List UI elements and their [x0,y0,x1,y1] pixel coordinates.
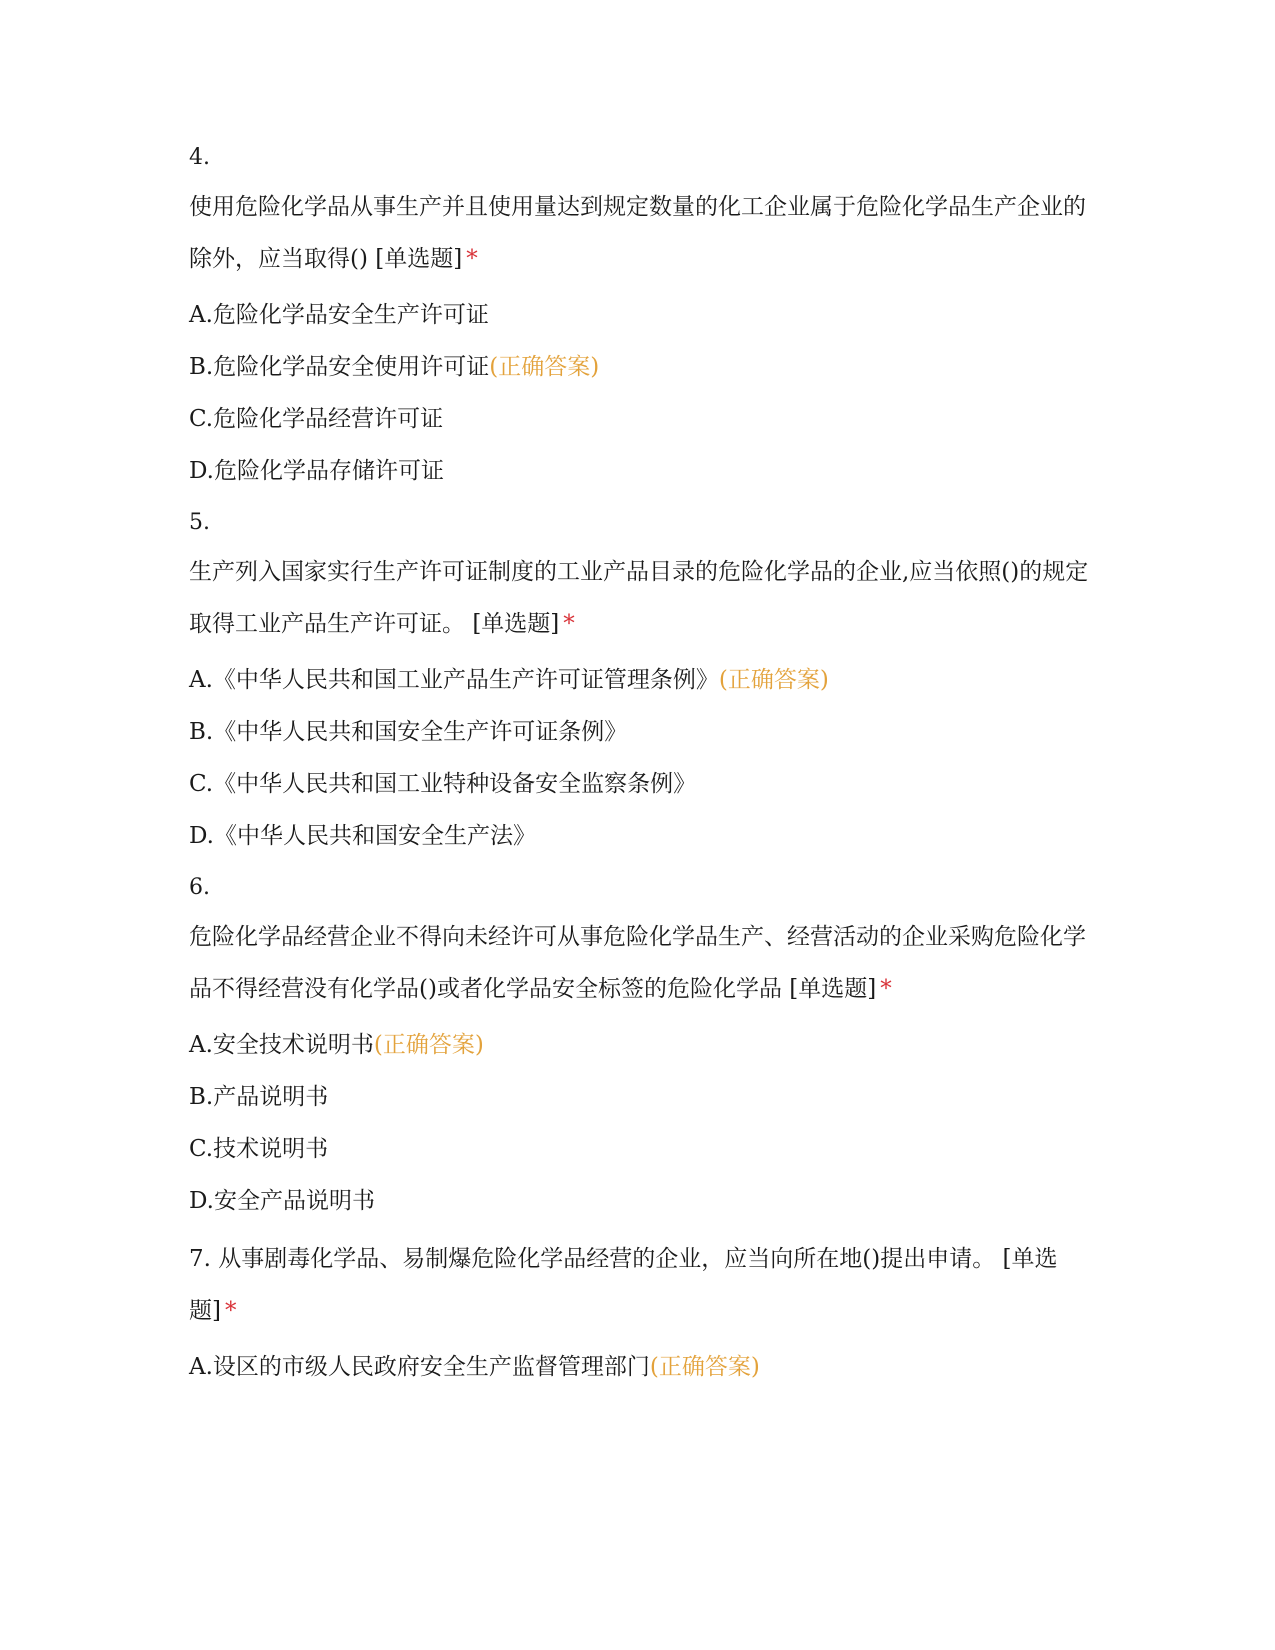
option-list [189,654,1089,862]
question-5 [189,508,1089,862]
correct-answer-tag: (正确答案) [489,354,600,380]
option-d[interactable] [189,445,1089,497]
question-type-label: [单选题] [789,976,877,1002]
question-stem [189,181,1089,285]
question-stem [189,1233,1089,1337]
option-c[interactable] [189,758,1089,810]
option-letter: C. [189,771,214,797]
option-letter: A. [189,1354,213,1380]
option-list [189,289,1089,497]
option-text: 《中华人民共和国安全生产许可证条例》 [213,719,628,745]
option-text: 《中华人民共和国工业产品生产许可证管理条例》 [212,667,719,693]
question-number: 5. [189,510,210,535]
option-letter: D. [189,458,214,484]
option-text: 危险化学品安全使用许可证 [213,354,490,380]
option-letter: D. [189,1188,214,1214]
option-text: 《中华人民共和国安全生产法》 [213,823,536,849]
correct-answer-tag: (正确答案) [373,1032,484,1058]
option-d[interactable] [189,810,1089,862]
option-a[interactable] [189,289,1089,341]
question-4 [189,143,1089,497]
question-text: 使用危险化学品从事生产并且使用量达到规定数量的化工企业属于危险化学品生产企业的除外，应当取得() [189,194,1086,272]
option-list [189,1019,1089,1227]
option-text: 危险化学品存储许可证 [213,458,444,484]
question-7 [189,1233,1089,1393]
question-type-label: [单选题] [472,611,560,637]
question-type-label: [单选题] [189,1246,1058,1324]
option-letter: C. [189,406,214,432]
option-letter: B. [189,354,214,380]
option-text: 危险化学品经营许可证 [213,406,444,432]
question-number: 7. [189,1246,211,1272]
required-mark: * [880,976,892,1002]
question-text: 危险化学品经营企业不得向未经许可从事危险化学品生产、经营活动的企业采购危险化学品不得经营没有化学品()或者化学品安全标签的危险化学品 [189,924,1086,1002]
correct-answer-tag: (正确答案) [718,667,829,693]
option-letter: C. [189,1136,214,1162]
option-c[interactable] [189,393,1089,445]
option-b[interactable] [189,1071,1089,1123]
question-stem [189,546,1089,650]
option-text: 危险化学品安全生产许可证 [212,302,489,328]
option-text: 安全产品说明书 [213,1188,375,1214]
option-text: 技术说明书 [213,1136,329,1162]
required-mark: * [466,246,478,272]
option-letter: A. [189,302,213,328]
option-list [189,1341,1089,1393]
option-letter: D. [189,823,214,849]
option-b[interactable] [189,341,1089,393]
question-type-label: [单选题] [375,246,463,272]
question-text: 从事剧毒化学品、易制爆危险化学品经营的企业，应当向所在地()提出申请。 [218,1246,996,1272]
option-letter: B. [189,1084,214,1110]
option-b[interactable] [189,706,1089,758]
option-text: 产品说明书 [213,1084,329,1110]
option-c[interactable] [189,1123,1089,1175]
option-d[interactable] [189,1175,1089,1227]
question-number: 4. [189,145,210,170]
option-a[interactable] [189,1019,1089,1071]
question-text: 生产列入国家实行生产许可证制度的工业产品目录的危险化学品的企业,应当依照()的规定取得工业产品生产许可证。 [189,559,1089,637]
option-a[interactable] [189,1341,1089,1393]
required-mark: * [563,611,575,637]
question-number: 6. [189,875,210,900]
option-text: 《中华人民共和国工业特种设备安全监察条例》 [213,771,697,797]
question-stem [189,911,1089,1015]
option-a[interactable] [189,654,1089,706]
correct-answer-tag: (正确答案) [649,1354,760,1380]
option-text: 安全技术说明书 [212,1032,374,1058]
option-letter: A. [189,1032,213,1058]
option-letter: A. [189,667,213,693]
option-text: 设区的市级人民政府安全生产监督管理部门 [212,1354,650,1380]
required-mark: * [224,1298,237,1324]
question-6 [189,873,1089,1227]
option-letter: B. [189,719,214,745]
